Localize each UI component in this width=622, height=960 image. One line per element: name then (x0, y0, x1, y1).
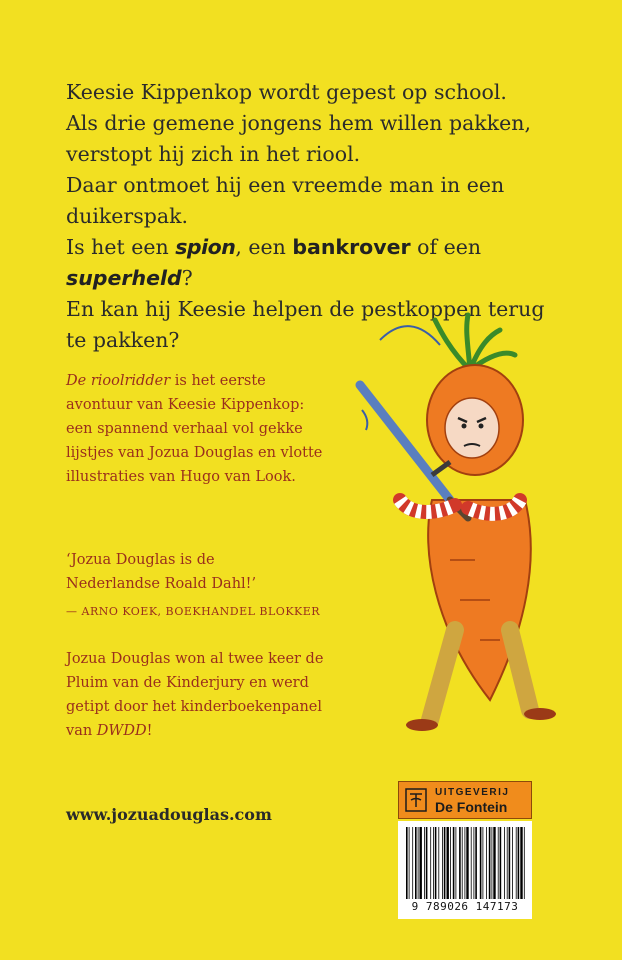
award-line: Jozua Douglas won al twee keer de (66, 651, 324, 667)
about-line: een spannend verhaal vol gekke (66, 421, 303, 437)
barcode-bar (447, 827, 449, 899)
publisher-line1: UITGEVERIJ (435, 787, 510, 798)
barcode-bar (518, 827, 520, 899)
barcode-bar (500, 827, 502, 899)
blurb-fragment: , een (235, 235, 293, 259)
barcode-bar (465, 827, 466, 899)
barcode-bar (438, 827, 439, 899)
barcode-bar (489, 827, 491, 899)
blurb-line: duikerspak. (66, 204, 189, 228)
barcode-bar (486, 827, 487, 899)
barcode-bar (475, 827, 477, 899)
barcode-bar (433, 827, 434, 899)
about-line (66, 369, 386, 393)
publisher-logo-icon (405, 788, 427, 812)
barcode-bar (420, 827, 422, 899)
about-line: lijstjes van Jozua Douglas en vlotte (66, 445, 323, 461)
blurb-line: Daar ontmoet hij een vreemde man in een (66, 173, 505, 197)
award-line: Pluim van de Kinderjury en werd (66, 675, 309, 691)
blurb-fragment: Is het een (66, 235, 176, 259)
carrot-knight-illustration (340, 300, 570, 740)
barcode-bar (504, 827, 505, 899)
barcode-bar (524, 827, 525, 899)
barcode-bar (507, 827, 508, 899)
blurb-line: Keesie Kippenkop wordt gepest op school. (66, 80, 507, 104)
quote-attribution: — ARNO KOEK, BOEKHANDEL BLOKKER (66, 605, 321, 618)
barcode-bar (516, 827, 517, 899)
quote-line: Nederlandse Roald Dahl!’ (66, 576, 257, 592)
barcode (398, 821, 532, 919)
about-line: illustraties van Hugo van Look. (66, 469, 296, 485)
barcode-bar (424, 827, 425, 899)
word-spion: spion (175, 235, 236, 259)
barcode-bar (483, 827, 484, 899)
barcode-bar (509, 827, 511, 899)
barcode-bar (453, 827, 455, 899)
award-line: getipt door het kinderboekenpanel (66, 699, 323, 715)
publisher-name (435, 786, 509, 814)
word-bankrover: bankrover (292, 235, 411, 259)
blurb-fragment: ? (181, 266, 193, 290)
barcode-bar (493, 827, 495, 899)
barcode-bar (406, 827, 408, 899)
barcode-bar (415, 827, 417, 899)
award-fragment: ! (146, 723, 153, 739)
quote-block (66, 548, 386, 624)
blurb-line: verstopt hij zich in het riool. (66, 142, 361, 166)
isbn-number: 9 789026 147173 (411, 900, 519, 913)
barcode-bar (409, 827, 410, 899)
barcode-bar (456, 827, 457, 899)
publisher-box (398, 781, 532, 819)
barcode-bar (450, 827, 451, 899)
award-text (66, 647, 386, 743)
blurb-question-line (66, 232, 566, 294)
barcode-bar (435, 827, 437, 899)
barcode-bar (442, 827, 443, 899)
barcode-bar (426, 827, 428, 899)
about-text (66, 369, 386, 489)
word-superheld: superheld (66, 266, 182, 290)
barcode-bar (471, 827, 472, 899)
blurb-fragment: of een (410, 235, 482, 259)
award-fragment: van (66, 723, 97, 739)
barcode-bar (462, 827, 463, 899)
barcode-bar (466, 827, 468, 899)
barcode-bars (404, 827, 526, 899)
barcode-bar (459, 827, 461, 899)
barcode-bar (492, 827, 493, 899)
barcode-bar (444, 827, 446, 899)
barcode-bar (412, 827, 413, 899)
blurb-line: En kan hij Keesie helpen de pestkoppen terug (66, 297, 545, 321)
barcode-bar (418, 827, 419, 899)
barcode-bar (512, 827, 513, 899)
about-fragment: is het eerste (170, 373, 266, 389)
barcode-bar (480, 827, 482, 899)
blurb-line: te pakken? (66, 328, 180, 352)
website-url: www.jozuadouglas.com (66, 805, 272, 824)
barcode-bar (520, 827, 522, 899)
barcode-bar (474, 827, 475, 899)
dwdd-italic: DWDD (96, 723, 147, 739)
blurb-line: Als drie gemene jongens hem willen pakken, (66, 111, 531, 135)
barcode-bar (498, 827, 499, 899)
publisher-line2: De Fontein (435, 799, 508, 815)
award-line (66, 719, 386, 743)
barcode-bar (430, 827, 431, 899)
book-title: De rioolridder (66, 373, 171, 389)
quote-line: ‘Jozua Douglas is de (66, 552, 215, 568)
about-line: avontuur van Keesie Kippenkop: (66, 397, 305, 413)
